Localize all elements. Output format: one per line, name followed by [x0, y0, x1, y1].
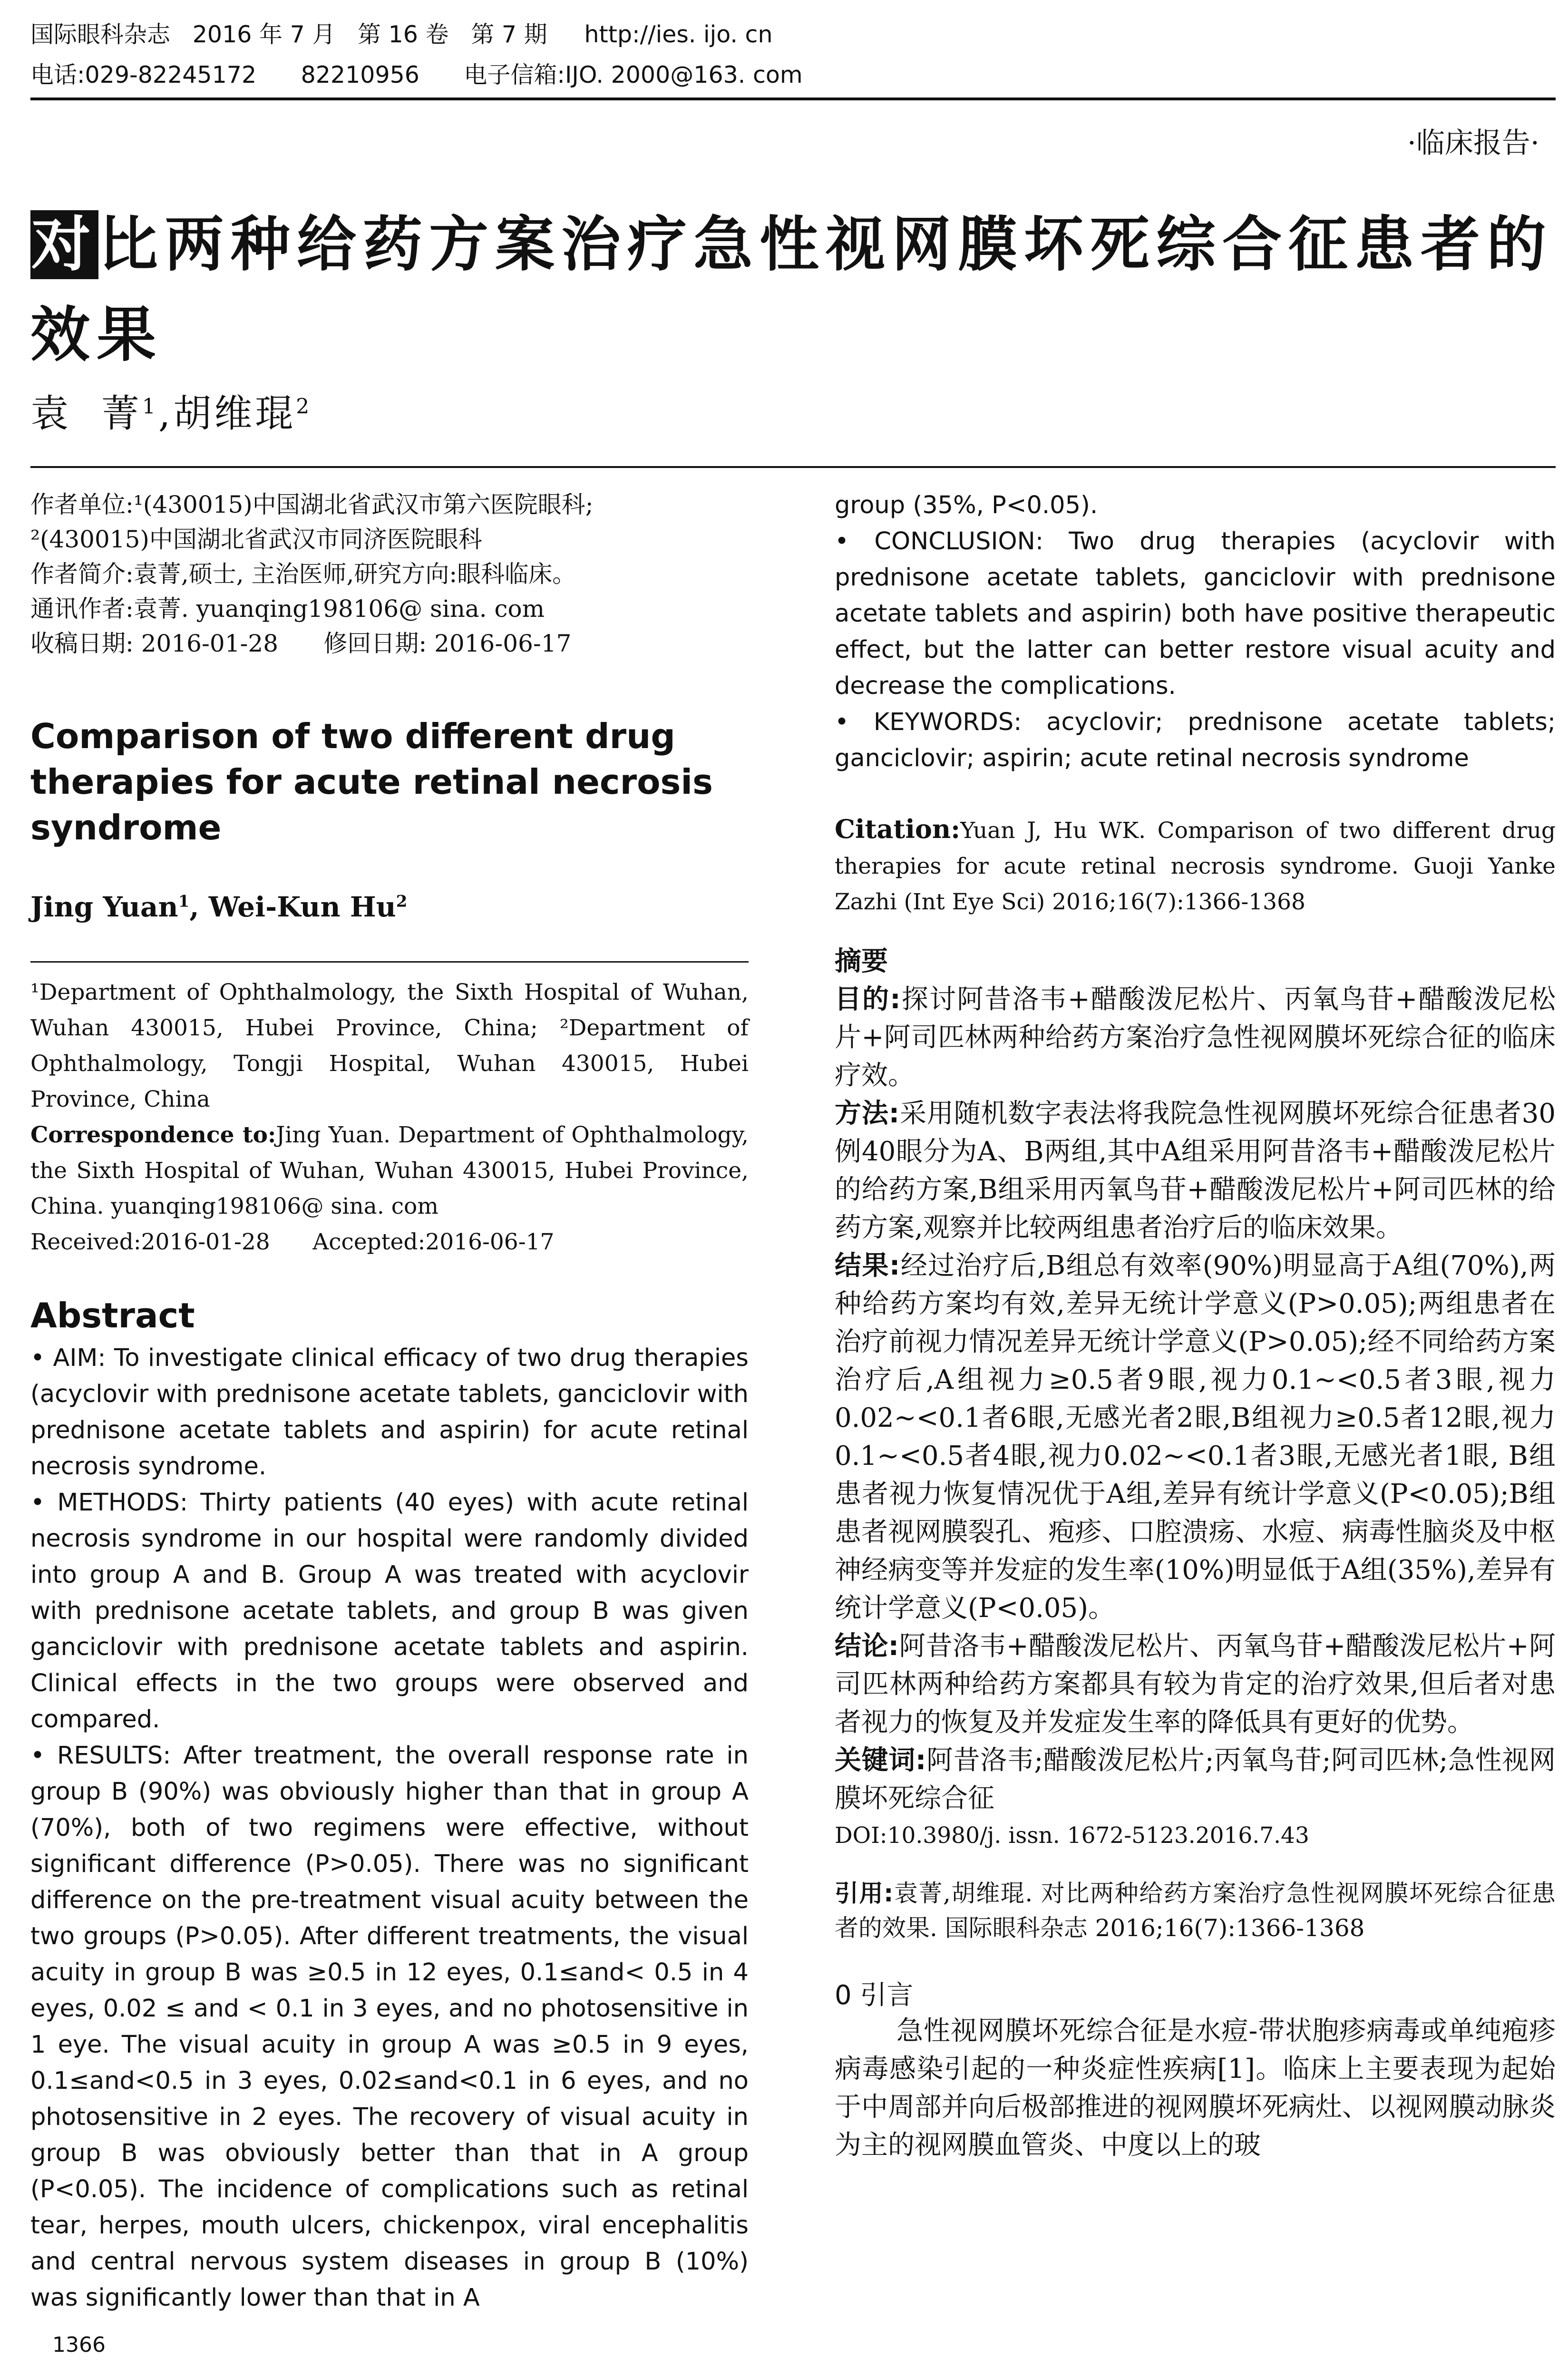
author-2-sup: 2: [296, 394, 312, 419]
english-affiliation: ¹Department of Ophthalmology, the Sixth Hospital of Wuhan, Wuhan 430015, Hubei Province, China; ²Department of Ophthalmology, Tongji Hospital, Wuhan 430015, Hubei Province, China: [30, 979, 749, 1112]
citation-label: Citation:: [835, 814, 961, 844]
en-author-1-sup: 1: [178, 892, 190, 911]
section-tag: ·临床报告·: [1407, 127, 1539, 160]
abstract-keywords: • KEYWORDS: acyclovir; prednisone acetate tablets; ganciclovir; aspirin; acute retinal necrosis syndrome: [835, 708, 1556, 772]
authors-cn: [30, 383, 312, 438]
cn-methods: [835, 1095, 1556, 1247]
cn-results-label: 结果:: [835, 1250, 900, 1281]
cn-aim-label: 目的:: [835, 984, 901, 1015]
left-column: [30, 487, 749, 2316]
journal-header-line1: 国际眼科杂志 2016 年 7 月 第 16 卷 第 7 期 http://ies. ijo. cn: [30, 21, 773, 48]
abstract-results-cont: group (35%, P<0.05).: [835, 491, 1098, 519]
intro-heading: 0 引言: [835, 1980, 914, 2011]
abstract-heading: Abstract: [30, 1296, 195, 1335]
cn-keywords: [835, 1742, 1556, 1818]
correspondence-cn: 通讯作者:袁菁. yuanqing198106@ sina. com: [30, 595, 545, 623]
english-title: Comparison of two different drug therapies for acute retinal necrosis syndrome: [30, 716, 713, 848]
cn-results: [835, 1247, 1556, 1627]
affiliation-rule: [30, 961, 749, 963]
abstract-methods: • METHODS: Thirty patients (40 eyes) with acute retinal necrosis syndrome in our hospital were randomly divided into group A and B. Group A was treated with acyclovir with prednisone acetate tablets, and group B was given ganciclovir with prednisone acetate tablets and aspirin. Clinical effects in the two groups were observed and compared.: [30, 1489, 749, 1734]
cn-aim-text: 探讨阿昔洛韦+醋酸泼尼松片、丙氧鸟苷+醋酸泼尼松片+阿司匹林两种给药方案治疗急性视网膜坏死综合征的临床疗效。: [835, 984, 1556, 1091]
author-1-sup: 1: [142, 394, 158, 419]
dates-cn: 收稿日期: 2016-01-28 修回日期: 2016-06-17: [30, 630, 572, 657]
header-rule: [30, 97, 1556, 100]
citation-text: Yuan J, Hu WK. Comparison of two different drug therapies for acute retinal necrosis syndrome. Guoji Yanke Zazhi (Int Eye Sci) 2016;16(7):1366-1368: [835, 818, 1556, 915]
correspondence-text: Jing Yuan. Department of Ophthalmology, the Sixth Hospital of Wuhan, Wuhan 430015, Hubei Province, China. yuanqing198106@ sina. com: [30, 1122, 749, 1219]
title-mark: 对: [31, 210, 97, 279]
cn-abstract-heading: 摘要: [835, 946, 888, 977]
correspondence-label: Correspondence to:: [30, 1122, 276, 1148]
author-2: ,胡维琨: [158, 391, 296, 436]
english-authors: [30, 891, 749, 923]
right-column: [835, 487, 1556, 2164]
en-author-2: , Wei-Kun Hu: [189, 891, 396, 923]
article-title: [30, 200, 1557, 380]
cn-conclusion-text: 阿昔洛韦+醋酸泼尼松片、丙氧鸟苷+醋酸泼尼松片+阿司匹林两种给药方案都具有较为肯定的治疗效果,但后者对患者视力的恢复及并发症发生率的降低具有更好的优势。: [835, 1631, 1556, 1738]
cn-keywords-label: 关键词:: [835, 1745, 926, 1776]
english-dates: Received:2016-01-28 Accepted:2016-06-17: [30, 1229, 555, 1255]
cn-citation-label: 引用:: [835, 1880, 894, 1907]
intro-paragraph: 急性视网膜坏死综合征是水痘-带状胞疹病毒或单纯疱疹病毒感染引起的一种炎症性疾病[1]。临床上主要表现为起始于中周部并向后极部推进的视网膜坏死病灶、以视网膜动脉炎为主的视网膜血管炎、中度以上的玻: [835, 2016, 1556, 2161]
cn-citation-text: 袁菁,胡维琨. 对比两种给药方案治疗急性视网膜坏死综合征患者的效果. 国际眼科杂志 2016;16(7):1366-1368: [835, 1880, 1556, 1942]
citation-en: [835, 811, 1556, 920]
affiliation-2: ²(430015)中国湖北省武汉市同济医院眼科: [30, 526, 482, 553]
cn-methods-label: 方法:: [835, 1098, 900, 1129]
english-correspondence: [30, 1117, 749, 1224]
abstract-aim: • AIM: To investigate clinical efficacy of two drug therapies (acyclovir with prednisone acetate tablets, ganciclovir with prednisone acetate tablets and aspirin) for acute retinal necrosis syndrome.: [30, 1344, 749, 1481]
affiliation-1: 作者单位:¹(430015)中国湖北省武汉市第六医院眼科;: [30, 491, 594, 518]
doi: DOI:10.3980/j. issn. 1672-5123.2016.7.43: [835, 1822, 1309, 1849]
author-bio: 作者简介:袁菁,硕士, 主治医师,研究方向:眼科临床。: [30, 560, 576, 588]
cn-aim: [835, 981, 1556, 1095]
abstract-results: • RESULTS: After treatment, the overall response rate in group B (90%) was obviously higher than that in group A (70%), both of two regimens were effective, without significant difference (P>0.05). There was no significant difference on the pre-treatment visual acuity between the two groups (P>0.05). After different treatments, the visual acuity in group B was ≥0.5 in 12 eyes, 0.1≤and< 0.5 in 4 eyes, 0.02 ≤ and < 0.1 in 3 eyes, and no photosensitive in 1 eye. The visual acuity in group A was ≥0.5 in 9 eyes, 0.1≤and<0.5 in 3 eyes, 0.02≤and<0.1 in 6 eyes, and no photosensitive in 2 eyes. The recovery of visual acuity in group B was obviously better than that in A group (P<0.05). The incidence of complications such as retinal tear, herpes, mouth ulcers, chickenpox, viral encephalitis and central nervous system diseases in group B (10%) was significantly lower than that in A: [30, 1742, 749, 2312]
title-text: 比两种给药方案治疗急性视网膜坏死综合征患者的效果: [30, 210, 1553, 370]
abstract-conclusion: • CONCLUSION: Two drug therapies (acyclovir with prednisone acetate tablets, ganciclovir with prednisone acetate tablets and aspirin) both have positive therapeutic effect, but the latter can better restore visual acuity and decrease the complications.: [835, 527, 1556, 700]
cn-keywords-text: 阿昔洛韦;醋酸泼尼松片;丙氧鸟苷;阿司匹林;急性视网膜坏死综合征: [835, 1745, 1556, 1814]
cn-citation: [835, 1876, 1556, 1946]
cn-results-text: 经过治疗后,B组总有效率(90%)明显高于A组(70%),两种给药方案均有效,差异无统计学意义(P>0.05);两组患者在治疗前视力情况差异无统计学意义(P>0.05);经不同给药方案治疗后,A组视力≥0.5者9眼,视力0.1~<0.5者3眼,视力0.02~<0.1者6眼,无感光者2眼,B组视力≥0.5者12眼,视力0.1~<0.5者4眼,视力0.02~<0.1者3眼,无感光者1眼, B组患者视力恢复情况优于A组,差异有统计学意义(P<0.05);B组患者视网膜裂孔、疱疹、口腔溃疡、水痘、病毒性脑炎及中枢神经病变等并发症的发生率(10%)明显低于A组(35%),差异有统计学意义(P<0.05)。: [835, 1250, 1556, 1624]
journal-header-line2: 电话:029-82245172 82210956 电子信箱:IJO. 2000@163. com: [30, 61, 803, 88]
cn-conclusion: [835, 1627, 1556, 1742]
en-author-2-sup: 2: [396, 892, 408, 911]
author-1: 袁 菁: [30, 391, 142, 436]
page-number: 1366: [52, 2333, 106, 2357]
cn-methods-text: 采用随机数字表法将我院急性视网膜坏死综合征患者30例40眼分为A、B两组,其中A组采用阿昔洛韦+醋酸泼尼松片的给药方案,B组采用丙氧鸟苷+醋酸泼尼松片+阿司匹林的给药方案,观察并比较两组患者治疗后的临床效果。: [835, 1098, 1556, 1243]
cn-conclusion-label: 结论:: [835, 1631, 899, 1662]
title-rule: [30, 466, 1556, 468]
en-author-1: Jing Yuan: [30, 891, 178, 923]
